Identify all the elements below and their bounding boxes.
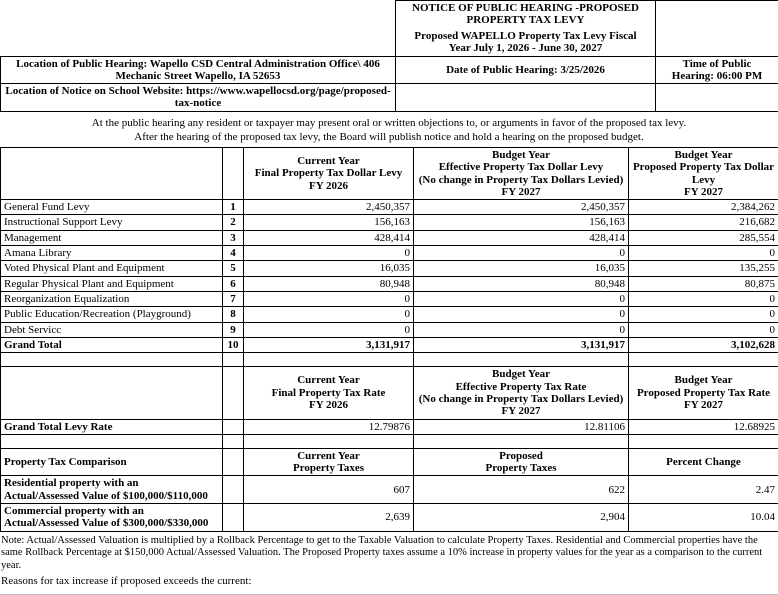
comparison-row-label bbox=[1, 504, 223, 532]
rate-header-current-l3: FY 2026 bbox=[309, 399, 348, 411]
table-row bbox=[1, 200, 778, 215]
table-row bbox=[1, 276, 778, 291]
levy-header-current-year bbox=[244, 147, 414, 199]
spacer-cell bbox=[414, 434, 629, 448]
grand-total-row bbox=[1, 337, 778, 352]
comparison-header-current bbox=[244, 448, 414, 476]
rate-header-effective bbox=[414, 367, 629, 419]
comparison-header-proposed bbox=[414, 448, 629, 476]
levy-row-number: 2 bbox=[223, 215, 244, 230]
levy-row-number: 8 bbox=[223, 307, 244, 322]
levy-row-effective: 2,450,357 bbox=[414, 200, 629, 215]
levy-row-number: 5 bbox=[223, 261, 244, 276]
levy-header-blank-label bbox=[1, 147, 223, 199]
levy-row-label: Regular Physical Plant and Equipment bbox=[1, 276, 223, 291]
grand-total-label: Grand Total bbox=[1, 337, 223, 352]
grand-total-current: 3,131,917 bbox=[244, 337, 414, 352]
levy-row-proposed: 135,255 bbox=[629, 261, 778, 276]
levy-row-label: Public Education/Recreation (Playground) bbox=[1, 307, 223, 322]
levy-header-current-l1: Current Year bbox=[297, 155, 360, 167]
comparison-header-current-l1: Current Year bbox=[297, 450, 360, 462]
levy-row-proposed: 0 bbox=[629, 307, 778, 322]
rate-header-current-l1: Current Year bbox=[297, 374, 360, 386]
table-row bbox=[1, 504, 778, 532]
table-row bbox=[1, 215, 778, 230]
levy-rate-effective: 12.81106 bbox=[414, 419, 629, 434]
comparison-row-proposed: 2,904 bbox=[414, 504, 629, 532]
levy-row-number: 7 bbox=[223, 292, 244, 307]
notice-blank-cell bbox=[1, 1, 396, 57]
table-row bbox=[1, 292, 778, 307]
rate-header-proposed-l1: Budget Year bbox=[675, 374, 733, 386]
hearing-time-cell bbox=[656, 56, 778, 84]
website-location-cell[interactable]: Location of Notice on School Website: https://www.wapellocsd.org/page/proposed-tax-notice bbox=[1, 84, 396, 112]
levy-row-effective: 428,414 bbox=[414, 230, 629, 245]
levy-header-current-l2: Final Property Tax Dollar Levy bbox=[255, 167, 403, 179]
comparison-header-proposed-l2: Property Taxes bbox=[486, 462, 557, 474]
comparison-header-percent-change: Percent Change bbox=[629, 448, 778, 476]
public-hearing-statement bbox=[0, 112, 778, 147]
rate-header-proposed bbox=[629, 367, 778, 419]
comparison-title: Property Tax Comparison bbox=[1, 448, 223, 476]
levy-header-blank-num bbox=[223, 147, 244, 199]
comparison-header-blank-num bbox=[223, 448, 244, 476]
hearing-location-cell: Location of Public Hearing: Wapello CSD Central Administration Office\ 406 Mechanic Street Wapello, IA 52653 bbox=[1, 56, 396, 84]
table-row bbox=[1, 246, 778, 261]
levy-row-label: Management bbox=[1, 230, 223, 245]
spacer-cell bbox=[1, 353, 223, 367]
table-row bbox=[1, 261, 778, 276]
levy-header-effective-l1: Budget Year bbox=[492, 149, 550, 161]
rate-header-proposed-l3: FY 2027 bbox=[684, 399, 723, 411]
levy-row-label: Voted Physical Plant and Equipment bbox=[1, 261, 223, 276]
levy-row-proposed: 216,682 bbox=[629, 215, 778, 230]
levy-header-current-l3: FY 2026 bbox=[309, 180, 348, 192]
levy-header-proposed-l3: FY 2027 bbox=[684, 186, 723, 198]
spacer-cell bbox=[629, 353, 778, 367]
notice-subtitle-line1: Proposed WAPELLO Property Tax Levy Fiscal bbox=[399, 27, 652, 42]
comparison-header-proposed-l1: Proposed bbox=[499, 450, 543, 462]
levy-row-label: General Fund Levy bbox=[1, 200, 223, 215]
levy-row-label: Instructional Support Levy bbox=[1, 215, 223, 230]
levy-row-current: 0 bbox=[244, 307, 414, 322]
levy-row-proposed: 0 bbox=[629, 322, 778, 337]
hearing-time-line2: Hearing: 06:00 PM bbox=[672, 70, 762, 82]
rate-header-blank-label bbox=[1, 367, 223, 419]
levy-row-proposed: 0 bbox=[629, 292, 778, 307]
rate-header-current-l2: Final Property Tax Rate bbox=[272, 387, 386, 399]
notice-title-cell bbox=[396, 1, 656, 57]
rate-header-blank-num bbox=[223, 367, 244, 419]
grand-total-effective: 3,131,917 bbox=[414, 337, 629, 352]
levy-row-effective: 0 bbox=[414, 322, 629, 337]
levy-rate-label: Grand Total Levy Rate bbox=[1, 419, 223, 434]
website-row-blank-middle bbox=[396, 84, 656, 112]
rate-header-row bbox=[1, 367, 778, 419]
levy-row-current: 80,948 bbox=[244, 276, 414, 291]
spacer-cell bbox=[629, 434, 778, 448]
rate-header-current-year bbox=[244, 367, 414, 419]
levy-row-number: 1 bbox=[223, 200, 244, 215]
grand-total-levy-rate-row bbox=[1, 419, 778, 434]
spacer-cell bbox=[244, 434, 414, 448]
levy-header-effective-l3: (No change in Property Tax Dollars Levied) bbox=[419, 174, 624, 186]
hearing-location-row bbox=[1, 56, 778, 84]
levy-row-current: 0 bbox=[244, 292, 414, 307]
levy-row-proposed: 80,875 bbox=[629, 276, 778, 291]
comparison-row-current: 2,639 bbox=[244, 504, 414, 532]
levy-row-label: Reorganization Equalization bbox=[1, 292, 223, 307]
property-tax-tables bbox=[0, 147, 778, 532]
comparison-row-label-l2: Actual/Assessed Value of $300,000/$330,000 bbox=[4, 517, 208, 529]
levy-row-current: 156,163 bbox=[244, 215, 414, 230]
hearing-time-line1: Time of Public bbox=[683, 58, 752, 70]
hearing-date-cell: Date of Public Hearing: 3/25/2026 bbox=[396, 56, 656, 84]
levy-row-proposed: 285,554 bbox=[629, 230, 778, 245]
comparison-row-proposed: 622 bbox=[414, 476, 629, 504]
comparison-row-label-l1: Commercial property with an bbox=[4, 505, 144, 517]
comparison-row-current: 607 bbox=[244, 476, 414, 504]
levy-header-proposed-l2: Proposed Property Tax Dollar Levy bbox=[633, 161, 774, 185]
levy-row-number: 3 bbox=[223, 230, 244, 245]
levy-row-label: Debt Servicc bbox=[1, 322, 223, 337]
notice-subtitle-line2: Year July 1, 2026 - June 30, 2027 bbox=[399, 42, 652, 54]
levy-header-effective-l2: Effective Property Tax Dollar Levy bbox=[439, 161, 604, 173]
comparison-header-current-l2: Property Taxes bbox=[293, 462, 364, 474]
levy-row-proposed: 2,384,262 bbox=[629, 200, 778, 215]
levy-row-current: 2,450,357 bbox=[244, 200, 414, 215]
levy-header-proposed bbox=[629, 147, 778, 199]
levy-row-effective: 0 bbox=[414, 292, 629, 307]
comparison-row-percent: 2.47 bbox=[629, 476, 778, 504]
rate-header-effective-l3: (No change in Property Tax Dollars Levied) bbox=[419, 393, 624, 405]
levy-row-number: 9 bbox=[223, 322, 244, 337]
notice-header-table bbox=[0, 0, 778, 112]
levy-rate-current: 12.79876 bbox=[244, 419, 414, 434]
table-row bbox=[1, 476, 778, 504]
section-spacer-row-2 bbox=[1, 434, 778, 448]
comparison-row-blank-num bbox=[223, 504, 244, 532]
grand-total-proposed: 3,102,628 bbox=[629, 337, 778, 352]
levy-row-label: Amana Library bbox=[1, 246, 223, 261]
grand-total-number: 10 bbox=[223, 337, 244, 352]
levy-row-current: 16,035 bbox=[244, 261, 414, 276]
levy-row-effective: 0 bbox=[414, 307, 629, 322]
levy-row-proposed: 0 bbox=[629, 246, 778, 261]
statement-line-2: After the hearing of the proposed tax levy, the Board will publish notice and hold a hearing on the proposed budget. bbox=[0, 130, 778, 144]
notice-title-row bbox=[1, 1, 778, 57]
levy-row-effective: 80,948 bbox=[414, 276, 629, 291]
levy-header-effective-l4: FY 2027 bbox=[501, 186, 540, 198]
notice-title-line2: PROPERTY TAX LEVY bbox=[399, 14, 652, 26]
spacer-cell bbox=[414, 353, 629, 367]
levy-row-effective: 16,035 bbox=[414, 261, 629, 276]
levy-row-current: 0 bbox=[244, 322, 414, 337]
levy-row-number: 6 bbox=[223, 276, 244, 291]
levy-row-number: 4 bbox=[223, 246, 244, 261]
spacer-cell bbox=[223, 353, 244, 367]
spacer-cell bbox=[244, 353, 414, 367]
comparison-row-label-l1: Residential property with an bbox=[4, 477, 139, 489]
comparison-row-percent: 10.04 bbox=[629, 504, 778, 532]
levy-row-current: 0 bbox=[244, 246, 414, 261]
rate-header-proposed-l2: Proposed Property Tax Rate bbox=[637, 387, 770, 399]
table-row bbox=[1, 230, 778, 245]
website-row-blank-right bbox=[656, 84, 778, 112]
comparison-header-row bbox=[1, 448, 778, 476]
spacer-cell bbox=[223, 434, 244, 448]
levy-row-current: 428,414 bbox=[244, 230, 414, 245]
statement-line-1: At the public hearing any resident or taxpayer may present oral or written objections to, or arguments in favor of the proposed tax levy. bbox=[0, 116, 778, 130]
comparison-row-blank-num bbox=[223, 476, 244, 504]
levy-header-row bbox=[1, 147, 778, 199]
levy-row-effective: 0 bbox=[414, 246, 629, 261]
notice-title-line1: NOTICE OF PUBLIC HEARING -PROPOSED bbox=[412, 2, 639, 14]
table-row bbox=[1, 322, 778, 337]
spacer-cell bbox=[1, 434, 223, 448]
notice-topright-blank-cell bbox=[656, 1, 778, 57]
comparison-row-label-l2: Actual/Assessed Value of $100,000/$110,000 bbox=[4, 490, 208, 502]
rollback-note: Note: Actual/Assessed Valuation is multiplied by a Rollback Percentage to get to the Taxable Valuation to calculate Property Taxes. Residential and Commercial properties have the same Rollback Percentage at $150,000 Actual/Assessed Valuation. The Proposed Property taxes assume a 10% increase in property values for the year as a comparison to the current year. bbox=[0, 532, 778, 573]
reasons-for-increase-label: Reasons for tax increase if proposed exceeds the current: bbox=[0, 573, 778, 589]
rate-header-effective-l4: FY 2027 bbox=[501, 405, 540, 417]
section-spacer-row-1 bbox=[1, 353, 778, 367]
comparison-row-label bbox=[1, 476, 223, 504]
rate-header-effective-l2: Effective Property Tax Rate bbox=[456, 381, 587, 393]
levy-header-proposed-l1: Budget Year bbox=[675, 149, 733, 161]
rate-header-effective-l1: Budget Year bbox=[492, 368, 550, 380]
website-location-row bbox=[1, 84, 778, 112]
levy-rate-blank-num bbox=[223, 419, 244, 434]
levy-rate-proposed: 12.68925 bbox=[629, 419, 778, 434]
table-row bbox=[1, 307, 778, 322]
levy-header-effective bbox=[414, 147, 629, 199]
levy-row-effective: 156,163 bbox=[414, 215, 629, 230]
